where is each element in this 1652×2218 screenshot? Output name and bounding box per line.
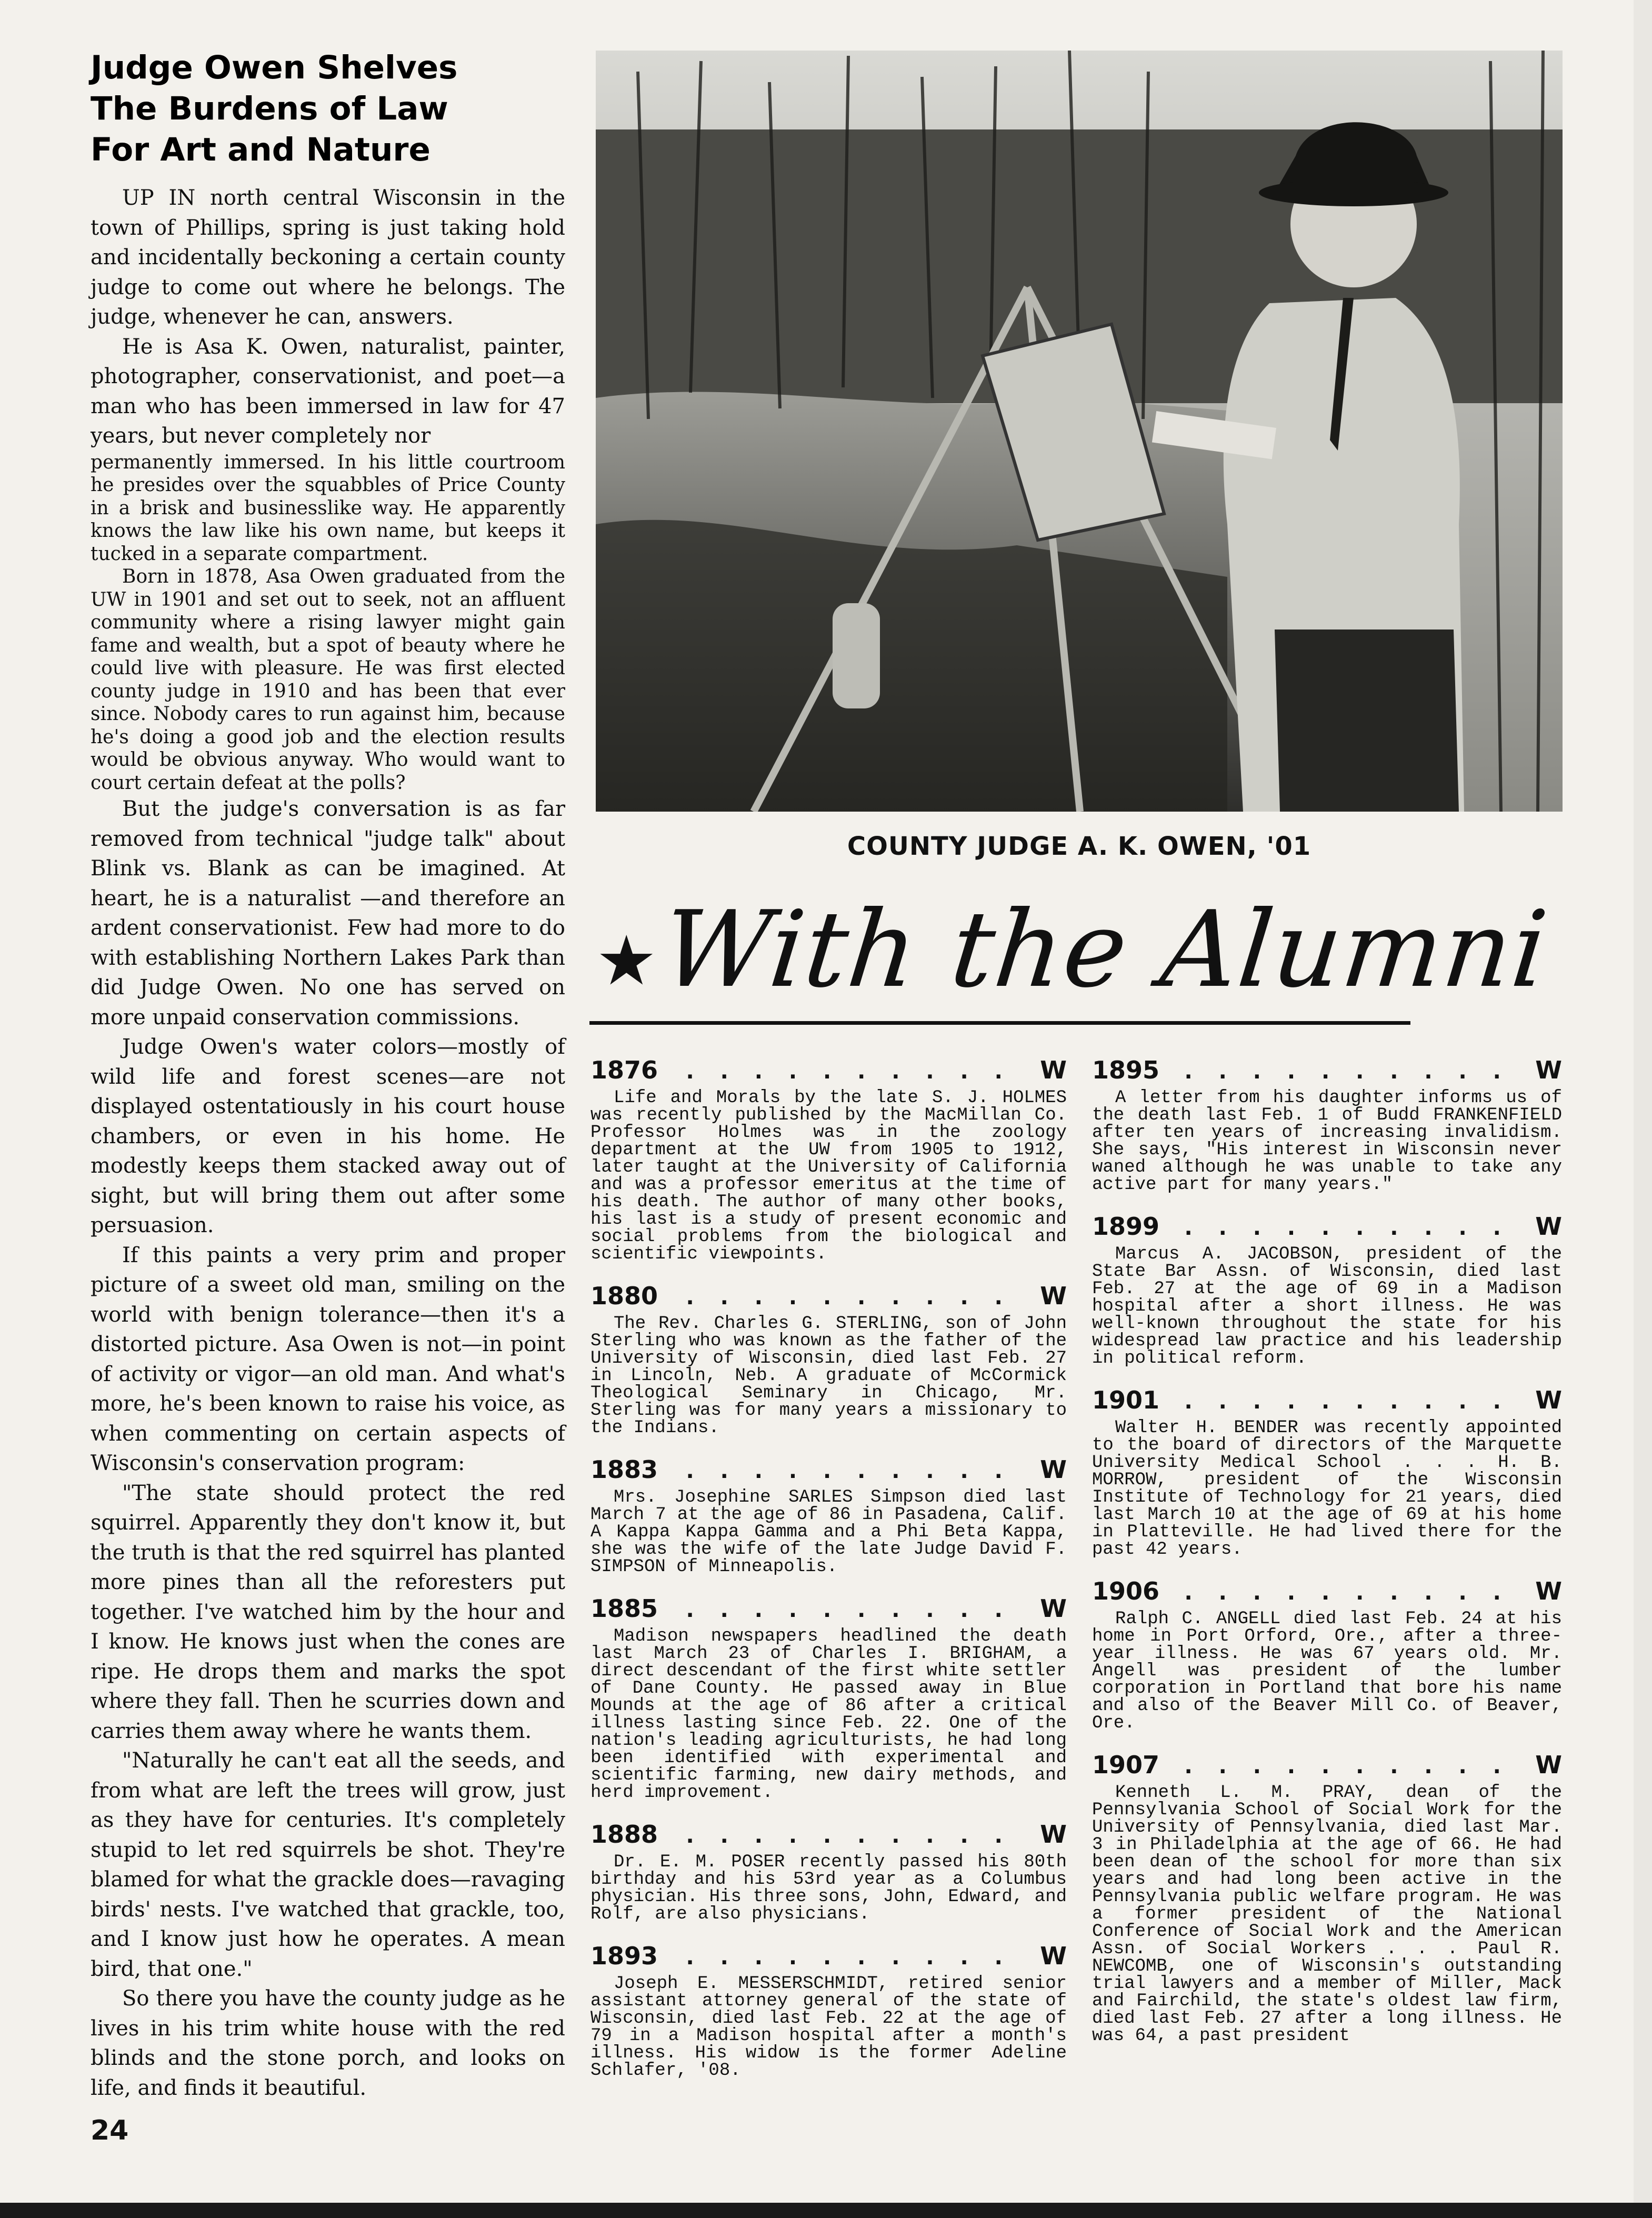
leader-dots: . . . . . . . . . . [1184, 1754, 1510, 1779]
leader-dots: . . . . . . . . . . [686, 1459, 1012, 1483]
class-year-heading [590, 1281, 1067, 1312]
headline-line: For Art and Nature [91, 131, 430, 168]
class-note [590, 1055, 1067, 1263]
w-mark: W [1535, 1386, 1562, 1414]
class-note [590, 1281, 1067, 1437]
class-note-text: Marcus A. JACOBSON, president of the State Bar Assn. of Wisconsin, died last Feb. 27 at the age of 69 in a Madison hospital after a short illness. He was well-known throughout the state for his widespread law practice and his leadership in political reform. [1092, 1244, 1562, 1368]
class-note-text: Dr. E. M. POSER recently passed his 80th birthday and his 53rd year as a Columbus physician. His three sons, John, Edward, and Rolf, are also physicians. [590, 1852, 1067, 1924]
w-mark: W [1535, 1056, 1562, 1084]
class-year-heading [1092, 1385, 1562, 1416]
article-paragraph: If this paints a very prim and proper picture of a sweet old man, smiling on the world with benign tolerance—then it's a distorted picture. Asa Owen is not—in point of activity or vigor—an old man. And what's more, he's been known to raise his voice, as when commenting on certain aspects of Wisconsin's conservation program: [91, 1243, 565, 1475]
leader-dots: . . . . . . . . . . [1184, 1216, 1510, 1240]
class-year: 1901 [1092, 1386, 1160, 1414]
class-note [590, 1941, 1067, 2080]
article-paragraph: "The state should protect the red squirrel. Apparently they don't know it, but the truth is that the red squirrel has planted more pines than all the reforesters put together. I've watched him by the hour and I know. He knows just when the cones are ripe. He drops them and marks the spot where they fall. Then he scurries down and carries them away where he wants them. [91, 1481, 565, 1743]
article-paragraph: Born in 1878, Asa Owen graduated from the UW in 1901 and set out to seek, not an affluent community where a rising lawyer might gain fame and wealth, but a spot of beauty where he could live with pleasure. He was first elected county judge in 1910 and has been that ever since. Nobody cares to run against him, because he's doing a good job and the election results would be obvious anyway. Who would want to court certain defeat at the polls? [91, 566, 565, 794]
class-note [590, 1455, 1067, 1576]
w-mark: W [1535, 1577, 1562, 1605]
class-year: 1895 [1092, 1056, 1160, 1084]
w-mark: W [1535, 1751, 1562, 1779]
class-note [590, 1594, 1067, 1802]
class-notes-left-column [590, 1055, 1067, 2097]
class-notes-right-column [1092, 1055, 1562, 2063]
w-mark: W [1040, 1056, 1067, 1084]
leader-dots: . . . . . . . . . . [686, 1598, 1012, 1622]
feature-article [91, 47, 565, 2103]
class-year-heading [1092, 1055, 1562, 1086]
page-number: 24 [91, 2115, 129, 2146]
class-note-text: Kenneth L. M. PRAY, dean of the Pennsylvania School of Social Work for the University of Pennsylvania, died last Mar. 3 in Philadelphia at the age of 66. He had been dean of the school for more than six years and had long been active in the Pennsylvania public welfare program. He was a former president of the National Conference of Social Work and the American Assn. of Social Workers . . . Paul R. NEWCOMB, one of Wisconsin's outstanding trial lawyers and a member of Miller, Mack and Fairchild, the state's oldest law firm, died last Feb. 27 after a long illness. He was 64, a past president [1092, 1783, 1562, 2046]
leader-dots: . . . . . . . . . . [686, 1945, 1012, 1970]
leader-dots: . . . . . . . . . . [1184, 1390, 1510, 1414]
leader-dots: . . . . . . . . . . [686, 1060, 1012, 1084]
article-paragraph: So there you have the county judge as he lives in his trim white house with the red blinds and the stone porch, and looks on life, and finds it beautiful. [91, 1986, 565, 2100]
article-body [91, 183, 565, 2103]
star-icon: ★ [596, 921, 657, 1001]
class-note-text: Joseph E. MESSERSCHMIDT, retired senior assistant attorney general of the state of Wisconsin, died last Feb. 22 at the age of 79 in a Madison hospital after a month's illness. His widow is the former Adeline Schlafer, '08. [590, 1974, 1067, 2081]
leader-dots: . . . . . . . . . . [686, 1285, 1012, 1310]
leader-dots: . . . . . . . . . . [1184, 1581, 1510, 1605]
judge-photo [596, 51, 1563, 812]
class-year: 1876 [590, 1056, 658, 1084]
class-year: 1906 [1092, 1577, 1160, 1605]
article-paragraph: But the judge's conversation is as far removed from technical "judge talk" about Blink vs. Blank as can be imagined. At heart, he is a naturalist —and therefore an ardent conservationist. Few had more to do with establishing Northern Lakes Park than did Judge Owen. No one has served on more unpaid conservation commissions. [91, 797, 565, 1030]
class-note-text: Mrs. Josephine SARLES Simpson died last March 7 at the age of 86 in Pasadena, Calif. A Kappa Kappa Gamma and a Phi Beta Kappa, she was the wife of the late Judge David F. SIMPSON of Minneapolis. [590, 1487, 1067, 1577]
banner-rule [589, 1021, 1410, 1025]
class-note-text: Ralph C. ANGELL died last Feb. 24 at his home in Port Orford, Ore., after a three-year illness. He was 67 years old. Mr. Angell was president of the lumber corporation in Portland that bore his name and also of the Beaver Mill Co. of Beaver, Ore. [1092, 1609, 1562, 1733]
class-year-heading [590, 1820, 1067, 1851]
article-paragraph: "Naturally he can't eat all the seeds, and from what are left the trees will grow, just as they have for centuries. It's completely stupid to let red squirrels be shot. They're blamed for what the grackle does—ravaging birds' nests. I've watched that grackle, too, and I know just how he operates. A mean bird, that one." [91, 1749, 565, 1981]
class-note [1092, 1212, 1562, 1367]
class-year: 1883 [590, 1455, 658, 1484]
leader-dots: . . . . . . . . . . [1184, 1060, 1510, 1084]
w-mark: W [1040, 1282, 1067, 1310]
class-year-heading [590, 1055, 1067, 1086]
article-headline [91, 47, 565, 171]
article-paragraph: Judge Owen's water colors—mostly of wild life and forest scenes—are not displayed ostentatiously in his court house chambers, or even in his home. He modestly keeps them stacked away out of sight, but will bring them out after some persuasion. [91, 1035, 565, 1237]
section-title: With the Alumni [656, 888, 1554, 1011]
class-year: 1899 [1092, 1212, 1160, 1241]
class-year-heading [1092, 1750, 1562, 1781]
class-note [1092, 1055, 1562, 1194]
class-note [1092, 1750, 1562, 2045]
photo-caption: COUNTY JUDGE A. K. OWEN, '01 [847, 832, 1311, 861]
w-mark: W [1535, 1212, 1562, 1241]
class-year: 1893 [590, 1942, 658, 1970]
class-year: 1885 [590, 1594, 658, 1623]
w-mark: W [1040, 1455, 1067, 1484]
class-note [590, 1820, 1067, 1923]
page-edge [1634, 0, 1652, 2218]
class-year-heading [1092, 1576, 1562, 1607]
leader-dots: . . . . . . . . . . [686, 1824, 1012, 1848]
class-note-text: Walter H. BENDER was recently appointed to the board of directors of the Marquette University Medical School . . . H. B. MORROW, president of the Wisconsin Institute of Technology for 21 years, died last March 10 at the age of 69 at his home in Platteville. He had lived there for the past 42 years. [1092, 1418, 1562, 1560]
class-year-heading [590, 1941, 1067, 1972]
class-year-heading [1092, 1212, 1562, 1243]
article-paragraph: permanently immersed. In his little courtroom he presides over the squabbles of Price County in a brisk and businesslike way. He apparently knows the law like his own name, but keeps it tucked in a separate compartment. [91, 451, 565, 565]
article-paragraph: UP IN north central Wisconsin in the town of Phillips, spring is just taking hold and incidentally beckoning a certain county judge to come out where he belongs. The judge, whenever he can, answers. [91, 186, 565, 329]
scan-border [0, 2203, 1652, 2218]
headline-line: Judge Owen Shelves [91, 49, 458, 86]
class-year-heading [590, 1455, 1067, 1486]
class-year-heading [590, 1594, 1067, 1625]
class-year: 1907 [1092, 1751, 1160, 1779]
class-note-text: A letter from his daughter informs us of the death last Feb. 1 of Budd FRANKENFIELD after ten years of increasing invalidism. She says, "His interest in Wisconsin never waned although he was unable to take any active part for many years." [1092, 1088, 1562, 1195]
w-mark: W [1040, 1594, 1067, 1623]
class-note-text: Life and Morals by the late S. J. HOLMES was recently published by the MacMillan Co. Professor Holmes was in the zoology department at the UW from 1905 to 1912, later taught at the University of California and was a professor emeritus at the time of his death. The author of many other books, his last is a study of present economic and social problems from the biological and scientific viewpoints. [590, 1088, 1067, 1264]
class-note [1092, 1385, 1562, 1558]
w-mark: W [1040, 1942, 1067, 1970]
headline-line: The Burdens of Law [91, 90, 448, 127]
article-paragraph: He is Asa K. Owen, naturalist, painter, photographer, conservationist, and poet—a man who has been immersed in law for 47 years, but never completely nor [91, 334, 565, 448]
class-year: 1880 [590, 1282, 658, 1310]
class-note-text: Madison newspapers headlined the death last March 23 of Charles I. BRIGHAM, a direct descendant of the first white settler of Dane County. He passed away in Blue Mounds at the age of 86 after a critical illness lasting since Feb. 22. One of the nation's leading agriculturists, he had long been identified with experimental and scientific farming, new dairy methods, and herd improvement. [590, 1626, 1067, 1803]
section-banner [589, 888, 1554, 1032]
class-note [1092, 1576, 1562, 1732]
class-year: 1888 [590, 1820, 658, 1849]
w-mark: W [1040, 1820, 1067, 1849]
class-note-text: The Rev. Charles G. STERLING, son of John Sterling who was known as the father of the University of Wisconsin, died last Feb. 27 in Lincoln, Neb. A graduate of McCormick Theological Seminary in Chicago, Mr. Sterling was for many years a missionary to the Indians. [590, 1314, 1067, 1438]
